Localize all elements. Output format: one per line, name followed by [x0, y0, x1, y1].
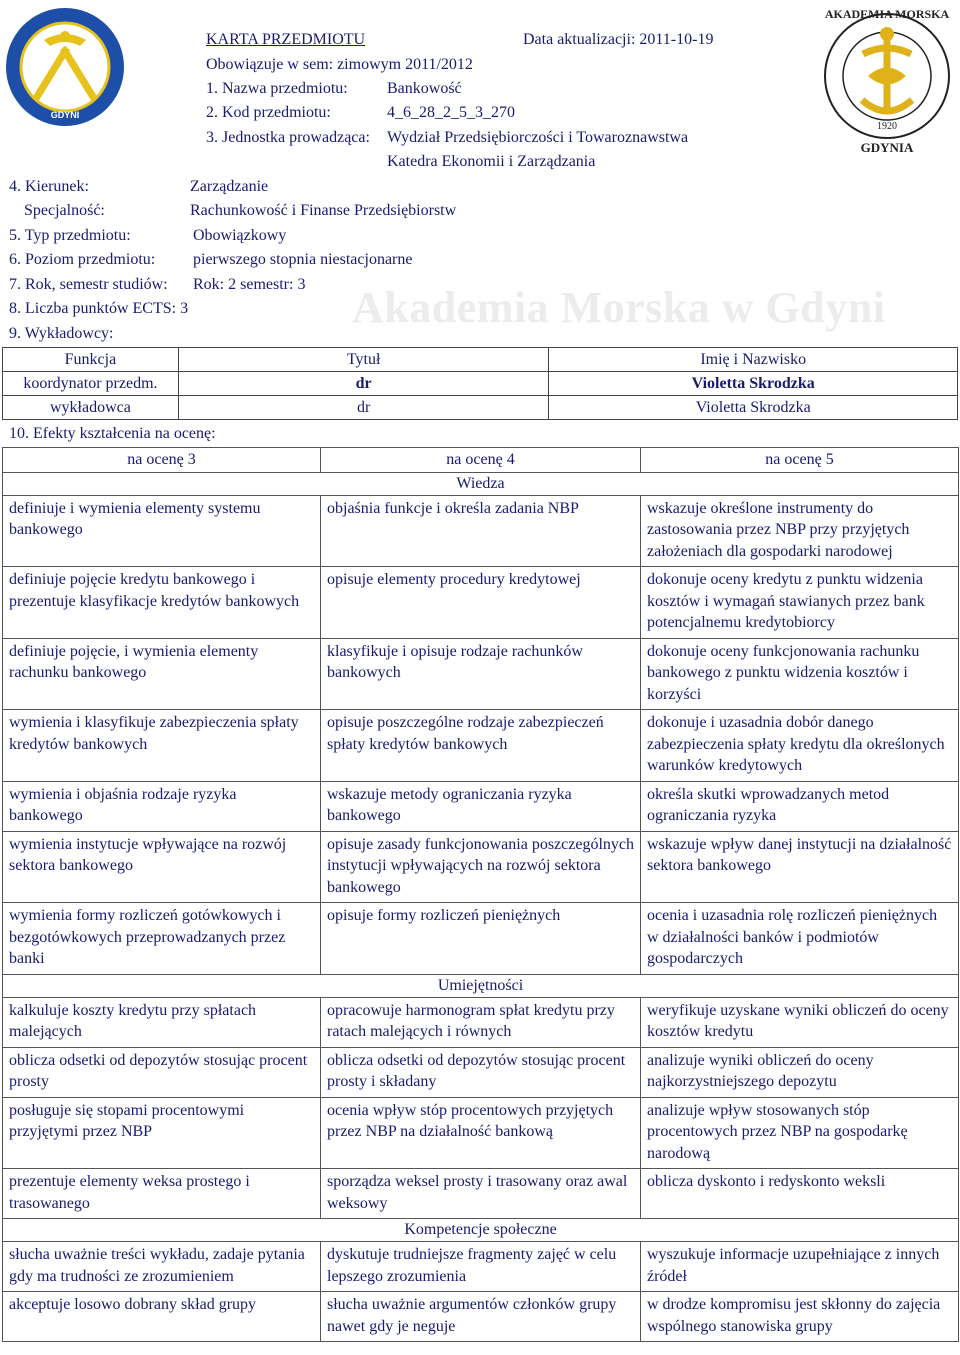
- effect-grade-3: akceptuje losowo dobrany skład grupy: [3, 1292, 321, 1342]
- effect-grade-4: sporządza weksel prosty i trasowany oraz awal weksowy: [321, 1169, 641, 1219]
- field-value-specialty: Rachunkowość i Finanse Przedsiębiorstw: [190, 202, 457, 219]
- effect-grade-3: definiuje i wymienia elementy systemu bankowego: [3, 495, 321, 567]
- effect-grade-5: wskazuje określone instrumenty do zastosowania przez NBP przy przyjętych założeniach dla gospodarki narodowej: [641, 495, 959, 567]
- effects-row: [3, 831, 959, 903]
- effects-table: [2, 447, 959, 1342]
- effects-row: [3, 1242, 959, 1292]
- grade-5-header: na ocenę 5: [641, 448, 959, 473]
- effect-grade-5: dokonuje oceny kredytu z punktu widzenia kosztów i wymagań stawianych przez bank potencjalnemu kredytobiorcy: [641, 567, 959, 639]
- effect-grade-4: opisuje zasady funkcjonowania poszczególnych instytucji wpływających na rozwój sektora bankowego: [321, 831, 641, 903]
- lecturer-title: dr: [178, 372, 549, 396]
- effect-grade-4: oblicza odsetki od depozytów stosując procent prosty i składany: [321, 1047, 641, 1097]
- effect-grade-4: wskazuje metody ograniczania ryzyka bankowego: [321, 781, 641, 831]
- effects-group-title: Umiejętności: [3, 974, 959, 997]
- field-value-direction: Zarządzanie: [190, 178, 269, 195]
- svg-text:1920: 1920: [877, 121, 897, 132]
- effects-row: [3, 710, 959, 782]
- field-label-specialty: Specjalność:: [24, 202, 105, 219]
- field-ects: 8. Liczba punktów ECTS: 3: [9, 300, 189, 317]
- field-label-year: 7. Rok, semestr studiów:: [9, 276, 168, 293]
- effect-grade-5: weryfikuje uzyskane wyniki obliczeń do oceny kosztów kredytu: [641, 997, 959, 1047]
- lecturers-header-title: Tytuł: [178, 348, 549, 372]
- lecturers-table: [2, 347, 958, 420]
- effects-group-social: [3, 1219, 959, 1242]
- course-name-value: Bankowość: [387, 80, 462, 97]
- effect-grade-4: opisuje poszczególne rodzaje zabezpieczeń spłaty kredytów bankowych: [321, 710, 641, 782]
- effects-row: [3, 903, 959, 975]
- effect-grade-4: klasyfikuje i opisuje rodzaje rachunków bankowych: [321, 638, 641, 710]
- effects-row: [3, 997, 959, 1047]
- effect-grade-5: wyszukuje informacje uzupełniające z innych źródeł: [641, 1242, 959, 1292]
- lecturers-row: [3, 372, 958, 396]
- effect-grade-4: słucha uważnie argumentów członków grupy nawet gdy je neguje: [321, 1292, 641, 1342]
- lecturer-function: koordynator przedm.: [3, 372, 179, 396]
- effect-grade-4: opracowuje harmonogram spłat kredytu przy ratach malejących i równych: [321, 997, 641, 1047]
- effect-grade-3: definiuje pojęcie kredytu bankowego i prezentuje klasyfikacje kredytów bankowych: [3, 567, 321, 639]
- card-title: KARTA PRZEDMIOTU: [206, 31, 366, 48]
- effect-grade-5: w drodze kompromisu jest skłonny do zajęcia wspólnego stanowiska grupy: [641, 1292, 959, 1342]
- field-value-level: pierwszego stopnia niestacjonarne: [193, 251, 413, 268]
- effects-row: [3, 638, 959, 710]
- grade-3-header: na ocenę 3: [3, 448, 321, 473]
- effects-row: [3, 1169, 959, 1219]
- field-lecturers-heading: 9. Wykładowcy:: [9, 325, 114, 342]
- svg-text:GDYNIA: GDYNIA: [860, 140, 914, 155]
- unit-department: Katedra Ekonomii i Zarządzania: [387, 153, 596, 170]
- field-effects-heading: 10. Efekty kształcenia na ocenę:: [9, 425, 216, 442]
- course-code-value: 4_6_28_2_5_3_270: [387, 104, 515, 121]
- effect-grade-4: objaśnia funkcje i określa zadania NBP: [321, 495, 641, 567]
- field-label-level: 6. Poziom przedmiotu:: [9, 251, 156, 268]
- grade-4-header: na ocenę 4: [321, 448, 641, 473]
- lecturer-title: dr: [178, 396, 549, 420]
- effects-group-knowledge: [3, 472, 959, 495]
- svg-text:AKADEMIA MORSKA: AKADEMIA MORSKA: [824, 7, 950, 21]
- effect-grade-3: wymienia formy rozliczeń gotówkowych i bezgotówkowych przeprowadzanych przez banki: [3, 903, 321, 975]
- effects-row: [3, 1292, 959, 1342]
- effect-grade-4: ocenia wpływ stóp procentowych przyjętych przez NBP na działalność bankową: [321, 1097, 641, 1169]
- effects-row: [3, 1047, 959, 1097]
- course-code-label: 2. Kod przedmiotu:: [206, 104, 331, 121]
- effects-group-title: Kompetencje społeczne: [3, 1219, 959, 1242]
- effect-grade-3: posługuje się stopami procentowymi przyjętymi przez NBP: [3, 1097, 321, 1169]
- unit-label: 3. Jednostka prowadząca:: [206, 129, 370, 146]
- effect-grade-3: słucha uważnie treści wykładu, zadaje pytania gdy ma trudności ze zrozumieniem: [3, 1242, 321, 1292]
- course-name-label: 1. Nazwa przedmiotu:: [206, 80, 348, 97]
- effect-grade-3: wymienia i objaśnia rodzaje ryzyka bankowego: [3, 781, 321, 831]
- lecturers-header-name: Imię i Nazwisko: [549, 348, 958, 372]
- academy-logo: [818, 4, 956, 156]
- lecturer-name: Violetta Skrodzka: [549, 396, 958, 420]
- effect-grade-3: kalkuluje koszty kredytu przy spłatach malejących: [3, 997, 321, 1047]
- lecturer-name: Violetta Skrodzka: [549, 372, 958, 396]
- effects-row: [3, 1097, 959, 1169]
- unit-value: Wydział Przedsiębiorczości i Towaroznawstwa: [387, 129, 689, 146]
- effect-grade-3: definiuje pojęcie, i wymienia elementy rachunku bankowego: [3, 638, 321, 710]
- effect-grade-5: dokonuje i uzasadnia dobór danego zabezpieczenia spłaty kredytu dla określonych warunków kredytowych: [641, 710, 959, 782]
- svg-text:GDYNI: GDYNI: [50, 110, 80, 120]
- lecturers-row: [3, 396, 958, 420]
- effect-grade-5: oblicza dyskonto i redyskonto weksli: [641, 1169, 959, 1219]
- field-value-year: Rok: 2 semestr: 3: [193, 276, 306, 293]
- effect-grade-5: wskazuje wpływ danej instytucji na działalność sektora bankowego: [641, 831, 959, 903]
- effect-grade-3: prezentuje elementy weksa prostego i trasowanego: [3, 1169, 321, 1219]
- effect-grade-3: wymienia instytucje wpływające na rozwój sektora bankowego: [3, 831, 321, 903]
- effects-header-row: [3, 448, 959, 473]
- lecturer-function: wykładowca: [3, 396, 179, 420]
- faculty-logo: [4, 6, 126, 128]
- effect-grade-4: dyskutuje trudniejsze fragmenty zajęć w celu lepszego zrozumienia: [321, 1242, 641, 1292]
- watermark: Akademia Morska w Gdyni: [352, 283, 886, 332]
- effect-grade-4: opisuje formy rozliczeń pieniężnych: [321, 903, 641, 975]
- field-label-type: 5. Typ przedmiotu:: [9, 227, 131, 244]
- effect-grade-3: wymienia i klasyfikuje zabezpieczenia spłaty kredytów bankowych: [3, 710, 321, 782]
- field-label-direction: 4. Kierunek:: [9, 178, 89, 195]
- effect-grade-3: oblicza odsetki od depozytów stosując procent prosty: [3, 1047, 321, 1097]
- effect-grade-4: opisuje elementy procedury kredytowej: [321, 567, 641, 639]
- effects-row: [3, 567, 959, 639]
- lecturers-header-function: Funkcja: [3, 348, 179, 372]
- valid-semester: Obowiązuje w sem: zimowym 2011/2012: [206, 56, 473, 73]
- update-date: Data aktualizacji: 2011-10-19: [523, 31, 714, 48]
- effects-row: [3, 495, 959, 567]
- effects-group-skills: [3, 974, 959, 997]
- field-value-type: Obowiązkowy: [193, 227, 287, 244]
- effect-grade-5: ocenia i uzasadnia rolę rozliczeń pieniężnych w działalności banków i podmiotów gospodarczych: [641, 903, 959, 975]
- effects-group-title: Wiedza: [3, 472, 959, 495]
- effect-grade-5: analizuje wyniki obliczeń do oceny najkorzystniejszego depozytu: [641, 1047, 959, 1097]
- lecturers-header-row: [3, 348, 958, 372]
- effects-row: [3, 781, 959, 831]
- effect-grade-5: analizuje wpływ stosowanych stóp procentowych przez NBP na gospodarkę narodową: [641, 1097, 959, 1169]
- effect-grade-5: określa skutki wprowadzanych metod ograniczania ryzyka: [641, 781, 959, 831]
- effect-grade-5: dokonuje oceny funkcjonowania rachunku bankowego z punktu widzenia kosztów i korzyści: [641, 638, 959, 710]
